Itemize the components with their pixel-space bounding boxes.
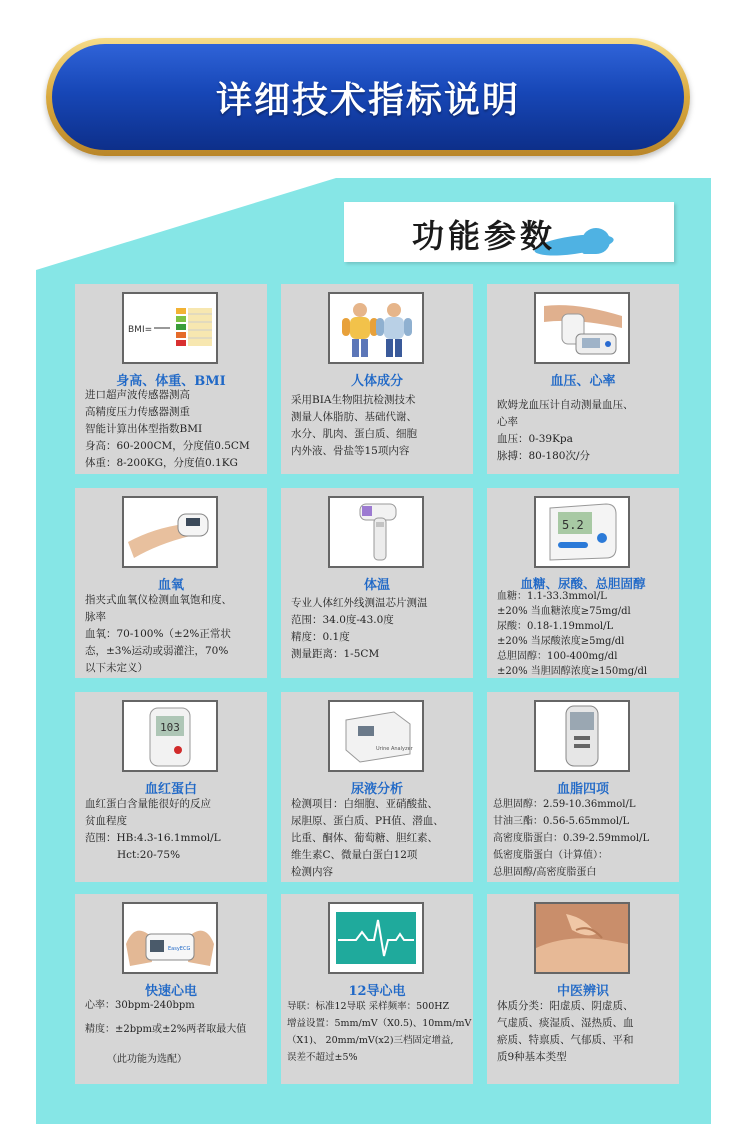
card-line: 欧姆龙血压计自动测量血压、 xyxy=(497,399,634,411)
svg-text:5.2: 5.2 xyxy=(562,518,584,532)
card-line: 误差不超过±5% xyxy=(287,1052,358,1063)
card-line: ±20% 当胆固醇浓度≥150mg/dl xyxy=(497,666,648,677)
card-line: 以下未定义） xyxy=(85,662,148,674)
infrared-thermometer-icon xyxy=(328,496,424,568)
ecg-waveform-icon xyxy=(328,902,424,974)
card-line: 低密度脂蛋白（计算值）： xyxy=(493,850,608,861)
card-line: 尿酸：0.18-1.19mmol/L xyxy=(497,621,614,632)
card-description xyxy=(287,998,472,1066)
card-line: 高密度脂蛋白：0.39-2.59mmol/L xyxy=(493,833,650,844)
card-title: 尿液分析 xyxy=(350,782,403,797)
card-title: 人体成分 xyxy=(350,374,403,389)
card-line: 进口超声波传感器测高 xyxy=(85,389,190,401)
card-line: 血糖：1.1-33.3mmol/L xyxy=(497,591,607,602)
card-line: 水分、肌肉、蛋白质、细胞 xyxy=(291,428,417,440)
card-12-lead-ecg xyxy=(281,894,473,1084)
bmi-chart-icon xyxy=(122,292,218,364)
card-urine xyxy=(281,692,473,882)
section-title: 功能参数 xyxy=(412,217,557,255)
card-line: 体重：8-200KG，分度值0.1KG xyxy=(85,457,238,469)
card-glucose xyxy=(487,488,679,678)
card-description xyxy=(291,392,467,460)
card-line: 质9种基本类型 xyxy=(497,1051,567,1063)
finger-oximeter-icon xyxy=(122,496,218,568)
panel-decor-wedge xyxy=(36,178,336,270)
card-line: 心率：30bpm-240bpm xyxy=(85,1000,195,1011)
card-line: ±20% 当血糖浓度≥75mg/dl xyxy=(497,606,631,617)
page-title: 详细技术指标说明 xyxy=(215,79,520,121)
card-description xyxy=(497,589,673,679)
hemoglobin-meter-icon xyxy=(122,700,218,772)
card-blood-oxygen xyxy=(75,488,267,678)
card-line: 测量距离：1-5CM xyxy=(291,648,380,660)
feature-panel xyxy=(36,178,711,1124)
card-line: 总胆固醇：2.59-10.36mmol/L xyxy=(493,799,636,810)
card-title: 12导心电 xyxy=(348,984,406,999)
brush-drop-icon xyxy=(582,228,610,254)
card-line: 内外液、骨盐等15项内容 xyxy=(291,445,410,457)
card-title: 血脂四项 xyxy=(556,782,609,797)
card-line: 比重、酮体、葡萄糖、胆红素、 xyxy=(291,832,438,844)
card-line: 范围：34.0度-43.0度 xyxy=(291,614,394,626)
card-description xyxy=(493,796,669,881)
bmi-formula-label: BMI= xyxy=(128,325,153,335)
section-title-box xyxy=(344,202,674,262)
card-title: 体温 xyxy=(363,578,390,593)
card-line: 测量人体脂肪、基础代谢、 xyxy=(291,411,417,423)
card-line: 增益设置：5mm/mV（X0.5)、10mm/mV xyxy=(287,1018,472,1029)
hemoglobin-display-value: 103 xyxy=(160,721,180,734)
card-line: 总胆固醇：100-400mg/dl xyxy=(497,651,618,662)
card-line: 检测项目：白细胞、亚硝酸盐、 xyxy=(291,798,438,810)
lipid-analyzer-icon xyxy=(534,700,630,772)
ecg-brand-label: EasyECG xyxy=(168,946,191,952)
card-line: 智能计算出体型指数BMI xyxy=(85,423,203,435)
card-line: 血氧：70-100%（±2%正常状 xyxy=(85,628,231,640)
card-line: 高精度压力传感器测重 xyxy=(85,406,190,418)
card-line: 精度：0.1度 xyxy=(291,631,350,643)
header-banner-inner xyxy=(52,44,684,150)
card-line: 维生素C、微量白蛋白12项 xyxy=(291,849,418,861)
card-title: 血糖、尿酸、总胆固醇 xyxy=(520,576,646,591)
body-composition-icon xyxy=(328,292,424,364)
header-banner xyxy=(46,38,690,156)
card-description xyxy=(85,592,261,677)
card-line: 贫血程度 xyxy=(85,815,127,827)
card-line: 血红蛋白含量能很好的反应 xyxy=(85,798,211,810)
card-line: 范围：HB:4.3-16.1mmol/L xyxy=(85,832,221,844)
card-title: 快速心电 xyxy=(144,984,197,999)
card-line: 身高：60-200CM，分度值0.5CM xyxy=(85,440,250,452)
card-description xyxy=(291,796,467,881)
card-title: 身高、体重、BMI xyxy=(116,374,226,389)
card-title: 血红蛋白 xyxy=(144,782,197,797)
card-line: 气虚质、痰湿质、湿热质、血 xyxy=(497,1017,634,1029)
card-line: 精度：±2bpm或±2%两者取最大值 xyxy=(85,1024,247,1035)
card-line: （X1)、 20mm/mV(x2)三档固定增益, xyxy=(287,1035,454,1046)
card-description xyxy=(497,397,673,465)
card-tcm xyxy=(487,894,679,1084)
card-line: （此功能为选配） xyxy=(107,1054,187,1065)
urine-analyzer-label: Urine Analyzer xyxy=(376,746,413,752)
card-line: 瘀质、特禀质、气郁质、平和 xyxy=(497,1034,634,1046)
card-line: 导联：标准12导联 采样频率：500HZ xyxy=(287,1001,450,1012)
card-line: 专业人体红外线测温芯片测温 xyxy=(291,597,428,609)
card-line: 体质分类：阳虚质、阴虚质、 xyxy=(497,1000,634,1012)
card-bmi xyxy=(75,284,267,474)
card-lipid xyxy=(487,692,679,882)
pulse-diagnosis-icon xyxy=(534,902,630,974)
card-title: 中医辨识 xyxy=(556,984,609,999)
card-title: 血压、心率 xyxy=(550,374,616,389)
card-line: 态，±3%运动或弱灌注，70% xyxy=(85,645,229,657)
card-line: 指夹式血氧仪检测血氧饱和度、 xyxy=(85,594,232,606)
card-description xyxy=(497,998,673,1066)
glucose-meter-icon xyxy=(534,496,630,568)
card-line: 甘油三酯：0.56-5.65mmol/L xyxy=(493,816,630,827)
handheld-ecg-icon xyxy=(122,902,218,974)
card-blood-pressure xyxy=(487,284,679,474)
card-line: ±20% 当尿酸浓度≥5mg/dl xyxy=(497,636,625,647)
card-description xyxy=(291,595,467,663)
card-line: 总胆固醇/高密度脂蛋白 xyxy=(493,867,597,878)
card-line: 采用BIA生物阻抗检测技术 xyxy=(291,394,416,406)
blood-pressure-cuff-icon xyxy=(534,292,630,364)
card-description xyxy=(85,998,261,1068)
card-line: 脉搏：80-180次/分 xyxy=(497,450,590,462)
card-description xyxy=(85,387,261,472)
urine-analyzer-icon xyxy=(328,700,424,772)
card-title: 血氧 xyxy=(157,578,184,593)
card-hemoglobin xyxy=(75,692,267,882)
card-quick-ecg xyxy=(75,894,267,1084)
card-line: 心率 xyxy=(497,416,518,428)
card-line: 脉率 xyxy=(85,611,106,623)
card-description xyxy=(85,796,261,864)
card-line: 尿胆原、蛋白质、PH值、潜血、 xyxy=(291,815,444,827)
card-line: 血压：0-39Kpa xyxy=(497,433,573,445)
card-body-composition xyxy=(281,284,473,474)
card-temperature xyxy=(281,488,473,678)
card-line: Hct:20-75% xyxy=(117,849,181,861)
card-line: 检测内容 xyxy=(291,866,333,878)
